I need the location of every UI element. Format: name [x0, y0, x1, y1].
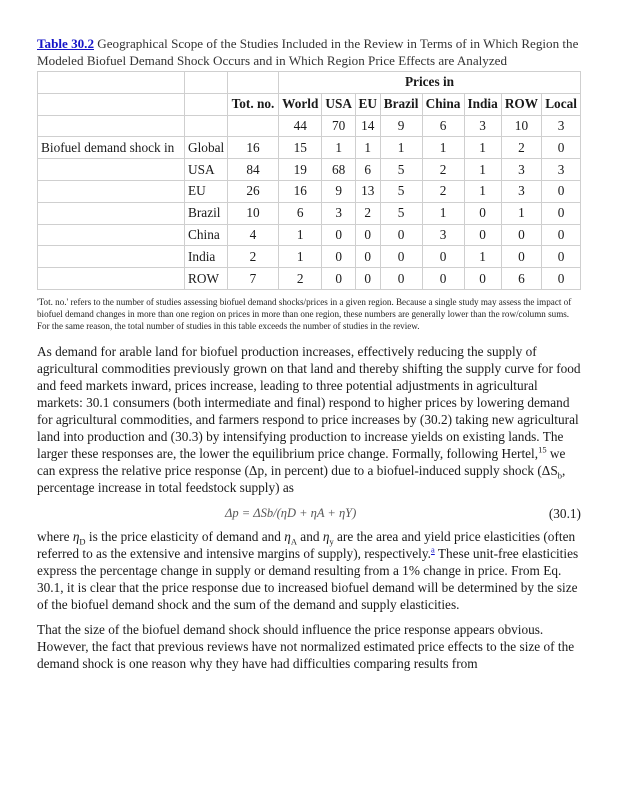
row-group-label: Biofuel demand shock in: [38, 137, 185, 159]
table-cell: 0: [322, 268, 355, 290]
eta-symbol: η: [72, 528, 80, 544]
table-cell: [185, 115, 228, 137]
table-cell: 0: [322, 224, 355, 246]
table-cell: [38, 224, 185, 246]
table-row: [38, 202, 581, 224]
column-header: Local: [542, 93, 581, 115]
para2-t3: and: [296, 528, 323, 544]
table-cell: [185, 72, 228, 94]
table-cell: 1: [422, 202, 464, 224]
table-cell: 2: [355, 202, 380, 224]
table-cell: 10: [228, 202, 279, 224]
table-cell: 0: [542, 137, 581, 159]
table-cell: 16: [279, 180, 322, 202]
table-cell: 1: [279, 224, 322, 246]
table-cell: 1: [501, 202, 541, 224]
row-region: USA: [185, 159, 228, 181]
table-totals-row: [38, 115, 581, 137]
table-cell: [38, 180, 185, 202]
table-cell: 9: [322, 180, 355, 202]
column-header: World: [279, 93, 322, 115]
table-cell: [38, 268, 185, 290]
table-cell: 0: [380, 268, 422, 290]
paragraph: That the size of the biofuel demand shock should influence the price response appears obvious. However, the fact that previous reviews have not normalized estimated price effects to the size of the demand shock is one reason why they have had difficulties comparing results from: [37, 621, 575, 671]
table-cell: 1: [464, 246, 501, 268]
table-cell: 2: [422, 159, 464, 181]
table-cell: 6: [422, 115, 464, 137]
table-cell: 1: [322, 137, 355, 159]
table-link[interactable]: Table 30.2: [37, 36, 94, 51]
para2-t5: These unit-free elasticities express the percentage change in supply or demand resulting from a 1% change in price. From Eq. 30.1, it is clear that the price response due to increased biofuel demand will be determined by the size of the biofuel demand shock and the sum of the demand and supply elasticities.: [37, 545, 579, 612]
table-cell: 0: [542, 224, 581, 246]
table-cell: 0: [542, 180, 581, 202]
table-cell: 3: [501, 180, 541, 202]
table-cell: [185, 93, 228, 115]
page: [37, 36, 581, 672]
table-cell: 7: [228, 268, 279, 290]
table-cell: 0: [464, 224, 501, 246]
table-cell: 9: [380, 115, 422, 137]
table-cell: [38, 159, 185, 181]
subscript-a: A: [290, 536, 297, 547]
table-cell: 6: [279, 202, 322, 224]
table-row: [38, 159, 581, 181]
table-header-row: [38, 93, 581, 115]
row-region: India: [185, 246, 228, 268]
table-cell: 2: [228, 246, 279, 268]
table-cell: 26: [228, 180, 279, 202]
table-cell: 16: [228, 137, 279, 159]
table-cell: [228, 115, 279, 137]
table-cell: 0: [422, 268, 464, 290]
paragraph: [37, 528, 581, 613]
scope-table: [37, 71, 581, 290]
para2-t4: are the area and yield price elasticities (often referred to as the extensive and intensive margins of supply), respectively.: [37, 528, 576, 561]
table-cell: 1: [464, 180, 501, 202]
footnote-link[interactable]: a: [430, 544, 435, 555]
table-row: [38, 180, 581, 202]
column-header: EU: [355, 93, 380, 115]
table-cell: 1: [422, 137, 464, 159]
table-cell: 1: [464, 159, 501, 181]
table-cell: 0: [322, 246, 355, 268]
table-cell: 0: [542, 202, 581, 224]
row-region: ROW: [185, 268, 228, 290]
eta-symbol: η: [284, 528, 291, 544]
table-cell: 0: [501, 224, 541, 246]
equation-number: (30.1): [548, 505, 581, 521]
table-cell: 2: [501, 137, 541, 159]
table-cell: 70: [322, 115, 355, 137]
table-cell: 0: [542, 246, 581, 268]
row-region: China: [185, 224, 228, 246]
table-cell: 5: [380, 202, 422, 224]
table-cell: 0: [380, 224, 422, 246]
subscript-y: y: [329, 536, 334, 547]
table-cell: 19: [279, 159, 322, 181]
table-cell: [38, 246, 185, 268]
para1-text-a: As demand for arable land for biofuel production increases, effectively reducing the supply of agricultural commodities previously grown on that land and thereby shifting the supply curve for food and feed markets inward, prices increase, leading to three potential adjustments in agricultural markets: 30.1 consumers (both intermediate and final) respond to higher prices by lowering demand for agricultural commodities, and farmers respond to price increases by (30.2) taking new agricultural land into production and (30.3) by intensifying production to increase yields on existing lands. The larger these responses are, the lower the equilibrium price change. Formally, following Hertel,: [37, 343, 581, 461]
table-cell: 13: [355, 180, 380, 202]
table-cell: 0: [355, 246, 380, 268]
column-header: India: [464, 93, 501, 115]
table-cell: 0: [501, 246, 541, 268]
prices-in-header: Prices in: [279, 72, 581, 94]
column-header: China: [422, 93, 464, 115]
para1-text-c: , percentage increase in total feedstock supply) as: [37, 462, 566, 495]
column-header: ROW: [501, 93, 541, 115]
row-region: Global: [185, 137, 228, 159]
column-header: Tot. no.: [228, 93, 279, 115]
subscript-d: D: [79, 536, 86, 547]
table-cell: 6: [501, 268, 541, 290]
table-cell: 4: [228, 224, 279, 246]
row-region: EU: [185, 180, 228, 202]
table-caption: [37, 36, 581, 69]
column-header: USA: [322, 93, 355, 115]
caption-text: Geographical Scope of the Studies Included in the Review in Terms of in Which Region the Modeled Biofuel Demand Shock Occurs and in Which Region Price Effects are Analyzed: [37, 36, 579, 68]
table-cell: [228, 72, 279, 94]
para1-text-b: we can express the relative price response (Δp, in percent) due to a biofuel-induced supply shock (ΔS: [37, 445, 566, 478]
table-cell: 0: [380, 246, 422, 268]
table-row: [38, 246, 581, 268]
reference-15[interactable]: 15: [538, 444, 547, 455]
table-cell: [38, 72, 185, 94]
table-cell: 3: [542, 115, 581, 137]
table-cell: 3: [542, 159, 581, 181]
para2-t1: where: [37, 528, 73, 544]
table-cell: 1: [380, 137, 422, 159]
table-row: [38, 224, 581, 246]
row-region: Brazil: [185, 202, 228, 224]
table-cell: [38, 202, 185, 224]
table-cell: 15: [279, 137, 322, 159]
table-cell: 3: [322, 202, 355, 224]
table-cell: 44: [279, 115, 322, 137]
table-cell: 84: [228, 159, 279, 181]
table-cell: 0: [355, 224, 380, 246]
table-cell: 2: [422, 180, 464, 202]
table-cell: 0: [464, 268, 501, 290]
column-header: Brazil: [380, 93, 422, 115]
table-cell: 0: [542, 268, 581, 290]
eta-symbol: η: [322, 528, 330, 544]
table-cell: 3: [422, 224, 464, 246]
table-cell: 5: [380, 180, 422, 202]
table-cell: [38, 93, 185, 115]
table-cell: 2: [279, 268, 322, 290]
para2-t2: is the price elasticity of demand and: [85, 528, 285, 544]
table-cell: 1: [355, 137, 380, 159]
table-row: [38, 137, 581, 159]
paragraph: [37, 343, 581, 496]
table-cell: 0: [355, 268, 380, 290]
equation-formula: Δp = ΔSb/(ηD + ηA + ηY): [225, 505, 357, 520]
table-cell: 6: [355, 159, 380, 181]
table-row: [38, 268, 581, 290]
para1-subscript: b: [557, 470, 562, 481]
table-cell: 0: [464, 202, 501, 224]
table-cell: [38, 115, 185, 137]
table-cell: 3: [464, 115, 501, 137]
table-cell: 5: [380, 159, 422, 181]
table-cell: 14: [355, 115, 380, 137]
equation-30-1: [37, 502, 581, 528]
table-group-header-row: [38, 72, 581, 94]
table-cell: 1: [279, 246, 322, 268]
table-cell: 10: [501, 115, 541, 137]
table-cell: 1: [464, 137, 501, 159]
body-text: [37, 343, 581, 672]
table-cell: 3: [501, 159, 541, 181]
table-footnote: 'Tot. no.' refers to the number of studies assessing biofuel demand shocks/prices in a given region. Because a single study may assess the impact of biofuel demand changes in more than one region on prices in more than one region, these numbers are generally lower than the row/column sums. For the same reason, the total number of studies in this table exceeds the number of studies in the review.: [37, 296, 572, 331]
table-cell: 0: [422, 246, 464, 268]
table-cell: 68: [322, 159, 355, 181]
